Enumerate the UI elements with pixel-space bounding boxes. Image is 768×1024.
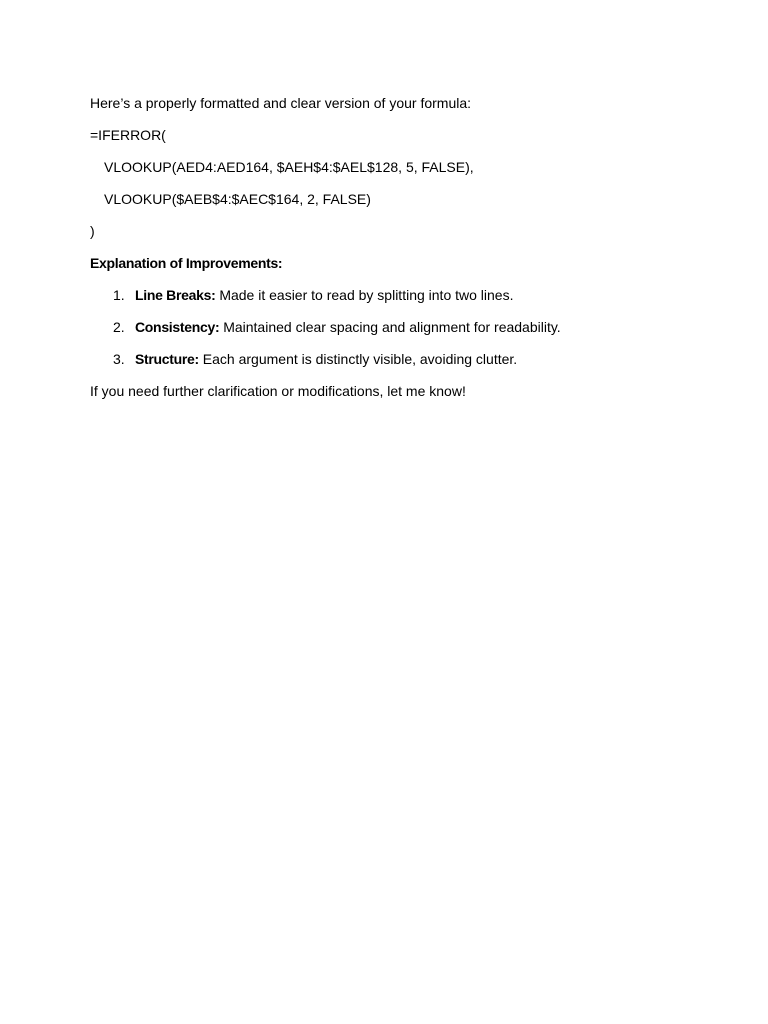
list-description: Each argument is distinctly visible, avoiding clutter. xyxy=(198,351,518,367)
intro-paragraph: Here’s a properly formatted and clear version of your formula: xyxy=(90,95,472,111)
section-heading: Explanation of Improvements: xyxy=(90,255,283,271)
formula-line-second-vlookup: VLOOKUP($AEB$4:$AEC$164, 2, FALSE) xyxy=(104,191,371,207)
list-number: 1. xyxy=(113,287,125,303)
formula-line-open: =IFERROR( xyxy=(90,127,166,143)
list-number: 2. xyxy=(113,319,125,335)
list-term: Structure: xyxy=(135,351,199,367)
formula-line-first-vlookup: VLOOKUP(AED4:AED164, $AEH$4:$AEL$128, 5, FALSE), xyxy=(104,159,474,175)
formula-line-close: ) xyxy=(90,223,95,239)
list-term: Line Breaks: xyxy=(135,287,216,303)
list-description: Maintained clear spacing and alignment for readability. xyxy=(219,319,561,335)
list-item-body xyxy=(135,350,517,368)
list-term: Consistency: xyxy=(135,319,220,335)
closing-paragraph: If you need further clarification or modifications, let me know! xyxy=(90,383,466,399)
list-item-body xyxy=(135,286,513,304)
list-description: Made it easier to read by splitting into two lines. xyxy=(215,287,514,303)
list-item-body xyxy=(135,318,561,336)
list-number: 3. xyxy=(113,351,125,367)
